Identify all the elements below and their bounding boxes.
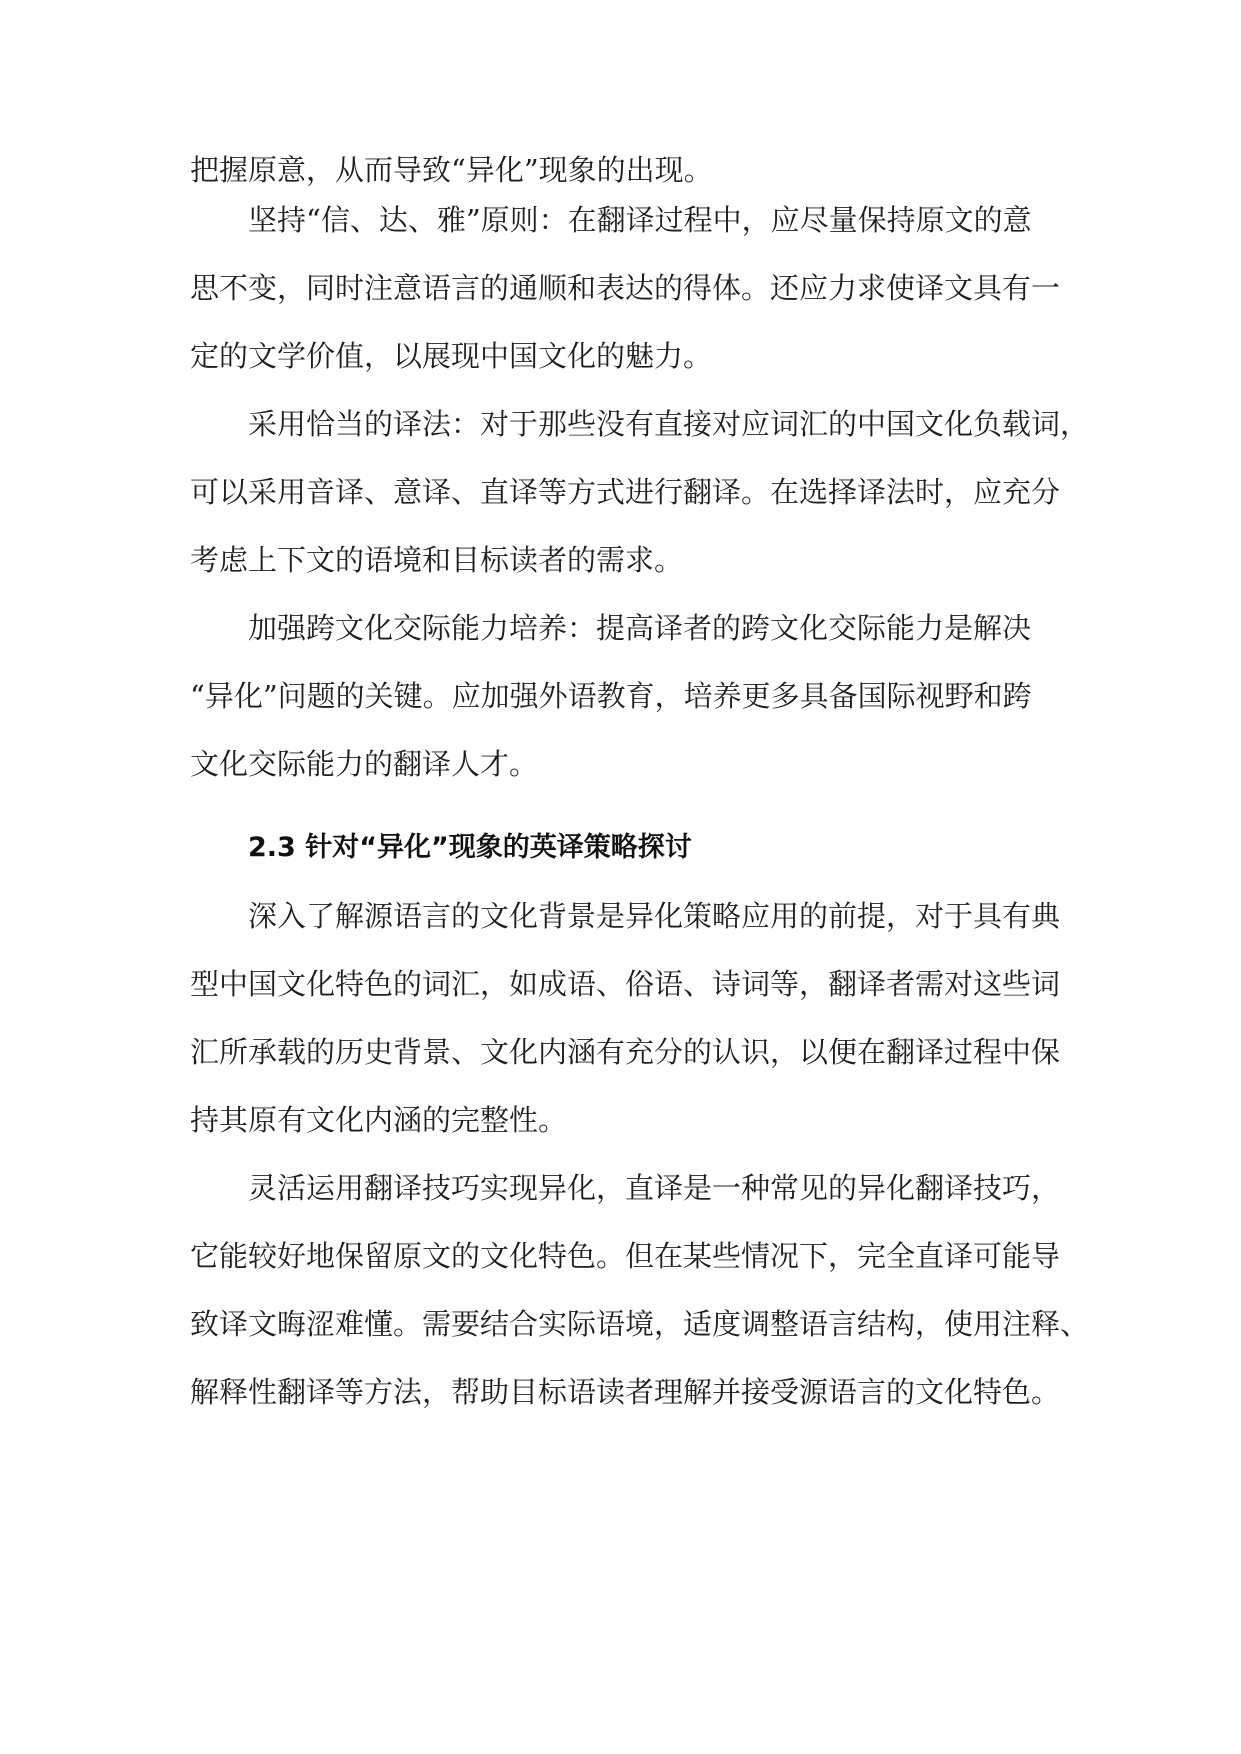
- text-line: 解释性翻译等方法，帮助目标语读者理解并接受源语言的文化特色。: [190, 1375, 1061, 1409]
- section-heading: 2.3 针对“异化”现象的英译策略探讨: [248, 832, 692, 863]
- text-line: 采用恰当的译法：对于那些没有直接对应词汇的中国文化负载词，: [248, 407, 1090, 441]
- text-line: 灵活运用翻译技巧实现异化，直译是一种常见的异化翻译技巧，: [248, 1171, 1061, 1205]
- text-line: 考虑上下文的语境和目标读者的需求。: [190, 543, 684, 577]
- text-line: 把握原意，从而导致“异化”现象的出现。: [190, 153, 713, 187]
- text-line: 文化交际能力的翻译人才。: [190, 747, 539, 781]
- text-line: 致译文晦涩难懂。需要结合实际语境，适度调整语言结构，使用注释、: [190, 1307, 1090, 1341]
- text-line: 坚持“信、达、雅”原则：在翻译过程中，应尽量保持原文的意: [248, 203, 1032, 237]
- text-line: 深入了解源语言的文化背景是异化策略应用的前提，对于具有典: [248, 899, 1061, 933]
- text-line: 思不变，同时注意语言的通顺和表达的得体。还应力求使译文具有一: [190, 271, 1061, 305]
- text-line: “异化”问题的关键。应加强外语教育，培养更多具备国际视野和跨: [190, 679, 1032, 713]
- text-line: 它能较好地保留原文的文化特色。但在某些情况下，完全直译可能导: [190, 1239, 1061, 1273]
- text-line: 型中国文化特色的词汇，如成语、俗语、诗词等，翻译者需对这些词: [190, 967, 1061, 1001]
- text-line: 持其原有文化内涵的完整性。: [190, 1103, 568, 1137]
- text-line: 可以采用音译、意译、直译等方式进行翻译。在选择译法时，应充分: [190, 475, 1061, 509]
- text-line: 加强跨文化交际能力培养：提高译者的跨文化交际能力是解决: [248, 611, 1032, 645]
- text-line: 汇所承载的历史背景、文化内涵有充分的认识，以便在翻译过程中保: [190, 1035, 1061, 1069]
- text-line: 定的文学价值，以展现中国文化的魅力。: [190, 339, 713, 373]
